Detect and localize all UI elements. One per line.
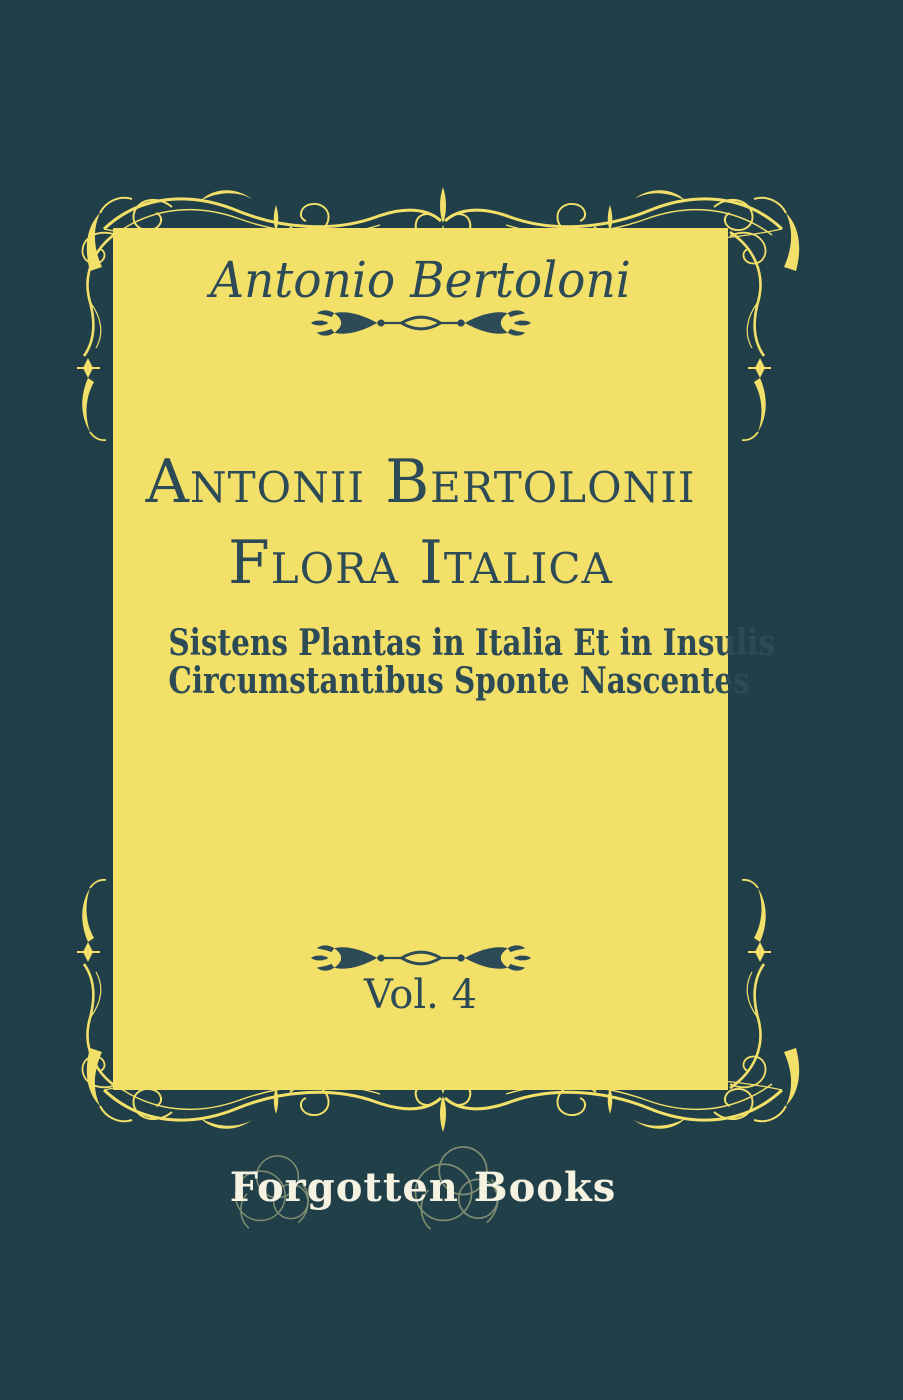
- filigree-border-bottom-icon: [80, 1044, 806, 1136]
- book-title-line1: Antonii Bertolonii: [145, 447, 696, 517]
- book-title-line2: Flora Italica: [228, 528, 613, 598]
- book-subtitle-line1: Sistens Plantas in Italia Et in Insulis: [168, 622, 776, 664]
- filigree-border-top-icon: [80, 183, 806, 275]
- vine-flourish-bottom-right-icon: [722, 875, 774, 1090]
- book-title: [113, 442, 728, 604]
- publisher-logo: [0, 1136, 846, 1256]
- book-subtitle: [168, 622, 776, 702]
- author-name: Antonio Bertoloni: [210, 251, 631, 309]
- title-panel: [113, 228, 776, 1090]
- vine-flourish-bottom-left-icon: [74, 875, 126, 1090]
- volume-label: Vol. 4: [364, 972, 477, 1018]
- book-subtitle-line2: Circumstantibus Sponte Nascentes: [168, 660, 750, 702]
- vine-flourish-top-left-icon: [74, 230, 126, 445]
- publisher-name: Forgotten Books: [229, 1164, 617, 1211]
- vine-flourish-top-right-icon: [722, 230, 774, 445]
- divider-arrow-rule-icon: [309, 306, 533, 340]
